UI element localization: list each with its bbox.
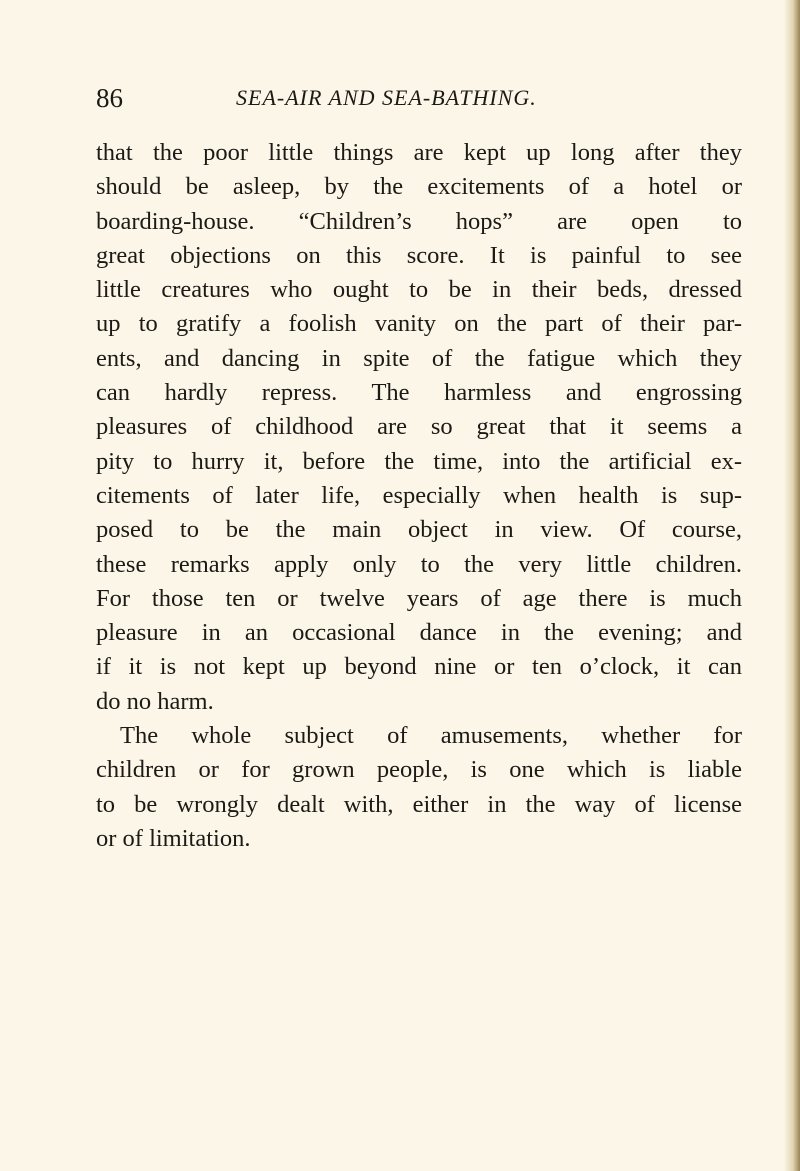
page-header (96, 80, 716, 116)
text-line: little creatures who ought to be in their beds, dressed (96, 276, 742, 304)
text-line: pleasure in an occasional dance in the evening; and (96, 619, 742, 647)
text-line: children or for grown people, is one which is liable (96, 756, 742, 784)
text-line: boarding-house. “Children’s hops” are open to (96, 207, 742, 235)
text-line: these remarks apply only to the very little children. (96, 550, 742, 578)
text-line: or of limitation. (96, 824, 251, 852)
text-line: pity to hurry it, before the time, into the artificial ex- (96, 447, 742, 475)
text-line: that the poor little things are kept up long after they (96, 139, 742, 166)
body-text (96, 136, 742, 856)
page-edge-shadow (784, 0, 800, 1171)
text-line: should be asleep, by the excitements of a hotel or (96, 173, 742, 201)
text-line: can hardly repress. The harmless and engrossing (96, 379, 742, 407)
text-line: The whole subject of amusements, whether for (120, 722, 742, 750)
running-title: SEA-AIR AND SEA-BATHING. (236, 85, 537, 110)
text-line: posed to be the main object in view. Of course, (96, 516, 742, 544)
text-line: do no harm. (96, 687, 214, 715)
page-number: 86 (96, 83, 123, 113)
text-line: great objections on this score. It is painful to see (96, 241, 742, 269)
text-line: ents, and dancing in spite of the fatigue which they (96, 344, 742, 372)
text-line: pleasures of childhood are so great that it seems a (96, 413, 742, 441)
text-line: if it is not kept up beyond nine or ten o’clock, it can (96, 653, 742, 681)
text-line: to be wrongly dealt with, either in the way of license (96, 790, 742, 818)
text-line: citements of later life, especially when health is sup- (96, 481, 742, 509)
text-line: For those ten or twelve years of age there is much (96, 584, 742, 612)
text-line: up to gratify a foolish vanity on the part of their par- (96, 310, 742, 338)
